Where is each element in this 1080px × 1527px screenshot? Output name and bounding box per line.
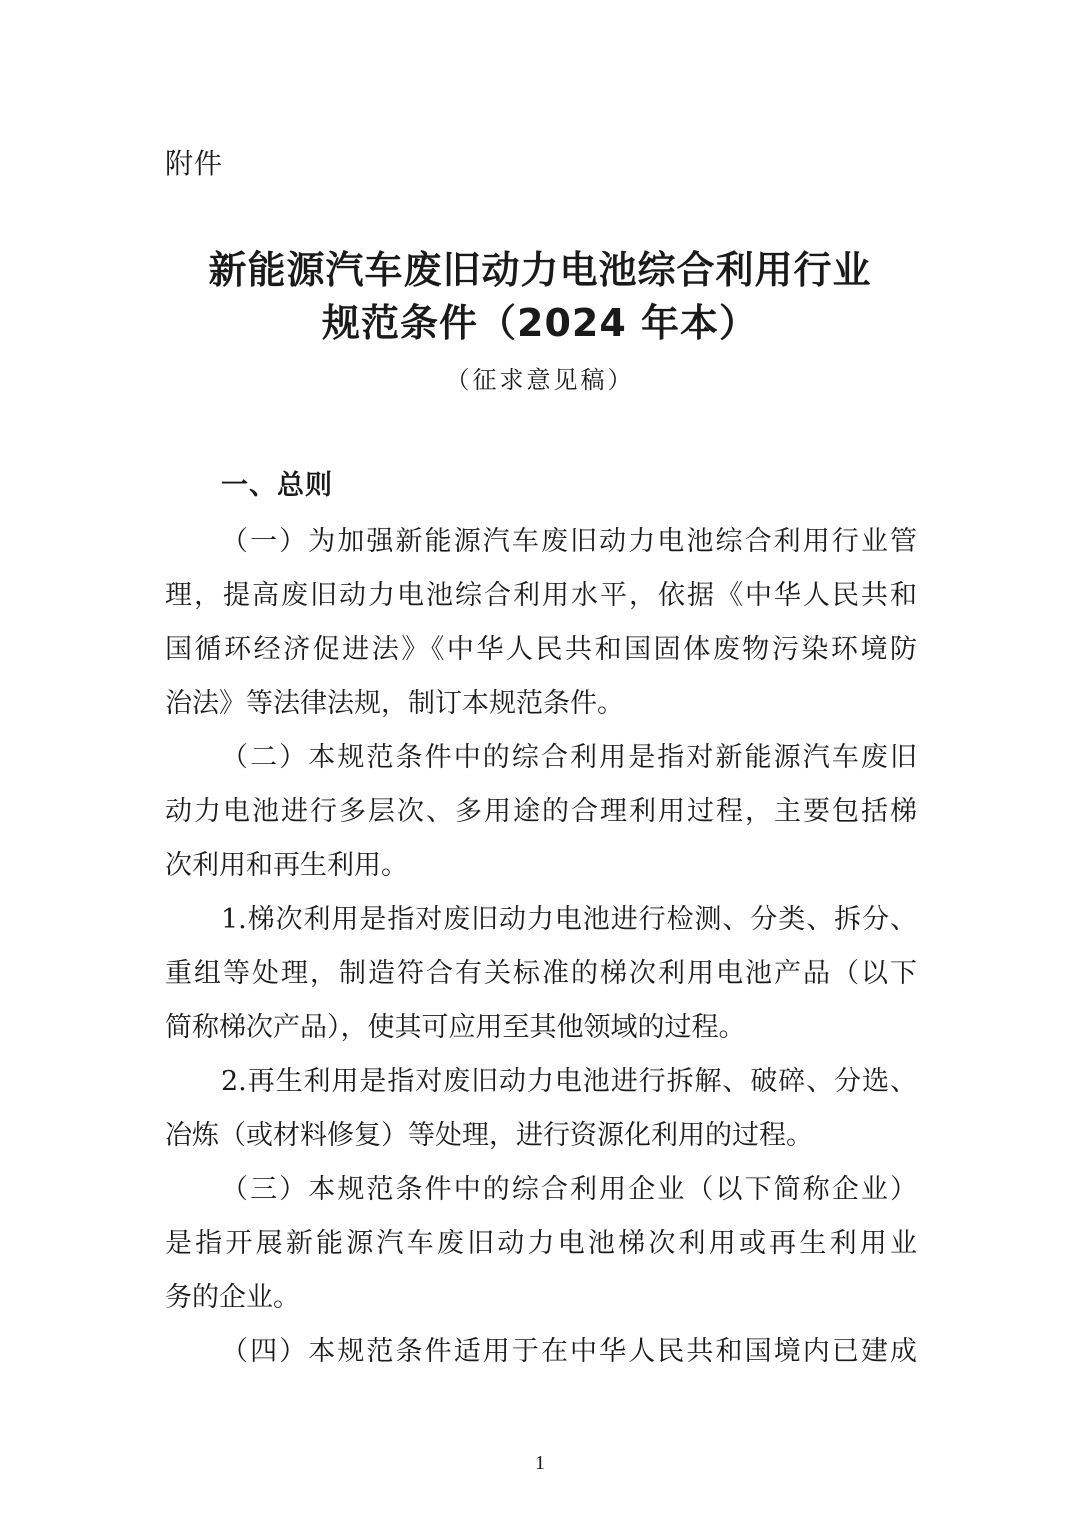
document-title-line-2: 规范条件（2024 年本） [322,301,758,345]
body-line: 冶炼（或材料修复）等处理，进行资源化利用的过程。 [165,1120,813,1151]
section-heading: 一、总则 [221,470,333,501]
body-line: （三）本规范条件中的综合利用企业（以下简称企业） [221,1174,917,1205]
body-line: 治法》等法律法规，制订本规范条件。 [165,688,624,719]
body-line: （二）本规范条件中的综合利用是指对新能源汽车废旧 [221,742,917,773]
attachment-label: 附件 [165,147,224,180]
body-line: 务的企业。 [165,1282,300,1313]
body-line: 次利用和再生利用。 [165,850,408,881]
draft-subtitle: （征求意见稿） [445,366,635,394]
document-title-line-1: 新能源汽车废旧动力电池综合利用行业 [208,248,872,292]
body-line: 动力电池进行多层次、多用途的合理利用过程，主要包括梯 [165,796,917,827]
body-line: 1.梯次利用是指对废旧动力电池进行检测、分类、拆分、 [221,904,917,935]
page-number: 1 [535,1452,545,1474]
body-line: 简称梯次产品），使其可应用至其他领域的过程。 [165,1012,746,1043]
body-line: （一）为加强新能源汽车废旧动力电池综合利用行业管 [221,526,917,557]
body-line: （四）本规范条件适用于在中华人民共和国境内已建成 [221,1336,917,1367]
body-line: 重组等处理，制造符合有关标准的梯次利用电池产品（以下 [165,958,917,989]
body-line: 国循环经济促进法》《中华人民共和国固体废物污染环境防 [165,634,917,665]
body-line: 理，提高废旧动力电池综合利用水平，依据《中华人民共和 [165,580,917,611]
body-line: 是指开展新能源汽车废旧动力电池梯次利用或再生利用业 [165,1228,917,1259]
body-line: 2.再生利用是指对废旧动力电池进行拆解、破碎、分选、 [221,1066,917,1097]
